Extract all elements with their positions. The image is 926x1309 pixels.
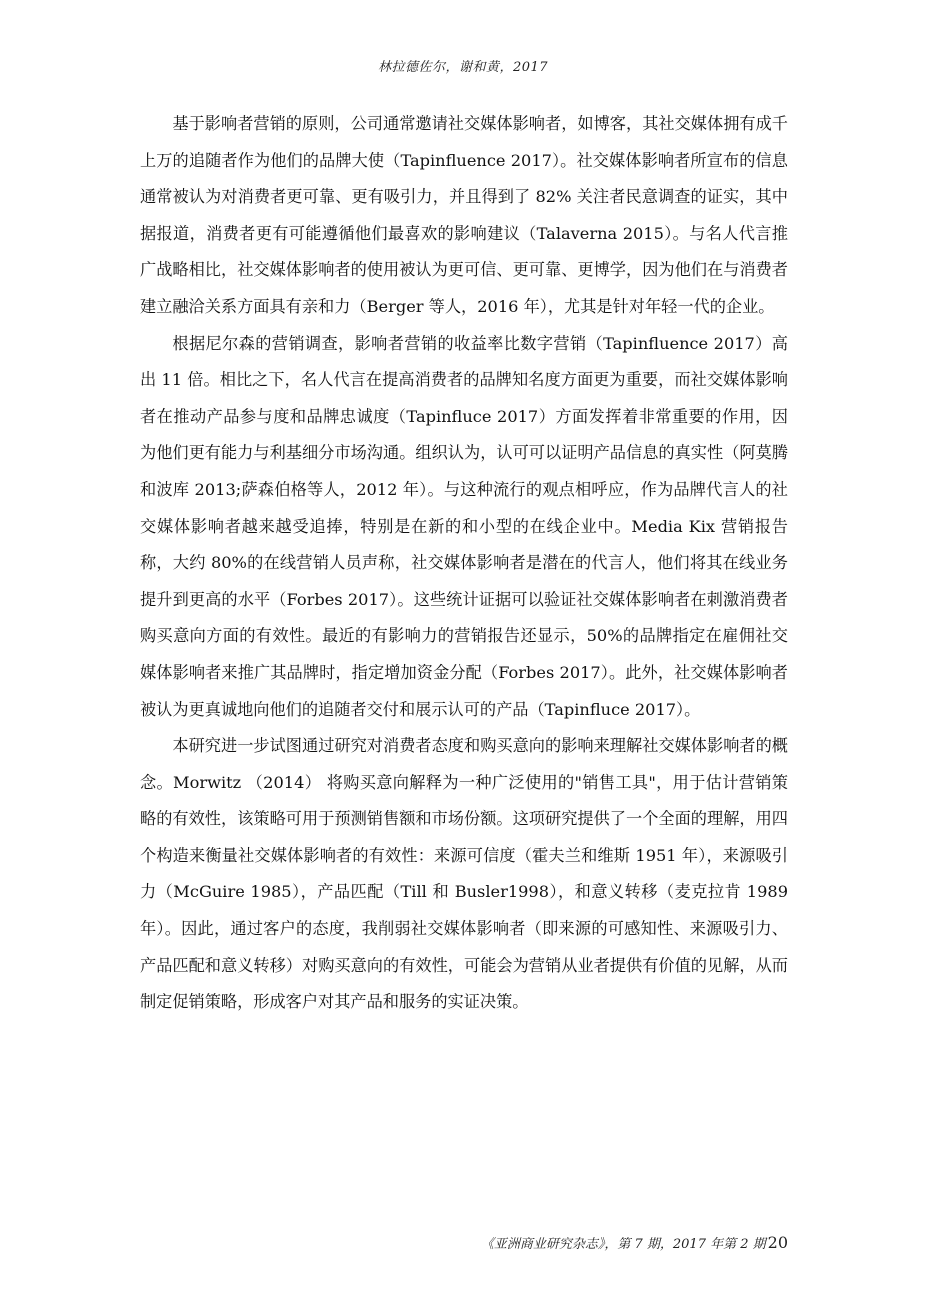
journal-citation: 《亚洲商业研究杂志》，第 7 期，2017 年第 2 期	[480, 1237, 766, 1252]
paragraph-1: 基于影响者营销的原则，公司通常邀请社交媒体影响者，如博客，其社交媒体拥有成千上万的追随者作为他们的品牌大使（Tapinfluence 2017）。社交媒体影响者所宣布的信息通常被认为对消费者更可靠、更有吸引力，并且得到了 82% 关注者民意调查的证实，其中据报道，消费者更有可能遵循他们最喜欢的影响建议（Talaverna 2015）。与名人代言推广战略相比，社交媒体影响者的使用被认为更可信、更可靠、更博学，因为他们在与消费者建立融洽关系方面具有亲和力（Berger 等人，2016 年），尤其是针对年轻一代的企业。	[140, 114, 788, 316]
page-number: 20	[767, 1233, 788, 1252]
body-text	[140, 106, 788, 1021]
paragraph-2: 根据尼尔森的营销调查，影响者营销的收益率比数字营销（Tapinfluence 2017）高出 11 倍。相比之下，名人代言在提高消费者的品牌知名度方面更为重要，而社交媒体影响者在推动产品参与度和品牌忠诚度（Tapinfluce 2017）方面发挥着非常重要的作用，因为他们更有能力与利基细分市场沟通。组织认为，认可可以证明产品信息的真实性（阿莫腾和波库 2013;萨森伯格等人，2012 年）。与这种流行的观点相呼应，作为品牌代言人的社交媒体影响者越来越受追捧，特别是在新的和小型的在线企业中。Media Kix 营销报告称，大约 80%的在线营销人员声称，社交媒体影响者是潜在的代言人，他们将其在线业务提升到更高的水平（Forbes 2017）。这些统计证据可以验证社交媒体影响者在刺激消费者购买意向方面的有效性。最近的有影响力的营销报告还显示，50%的品牌指定在雇佣社交媒体影响者来推广其品牌时，指定增加资金分配（Forbes 2017）。此外，社交媒体影响者被认为更真诚地向他们的追随者交付和展示认可的产品（Tapinfluce 2017）。	[140, 333, 788, 719]
page-footer	[481, 1233, 788, 1252]
paragraph-3: 本研究进一步试图通过研究对消费者态度和购买意向的影响来理解社交媒体影响者的概念。Morwitz （2014） 将购买意向解释为一种广泛使用的"销售工具"，用于估计营销策略的有效性，该策略可用于预测销售额和市场份额。这项研究提供了一个全面的理解，用四个构造来衡量社交媒体影响者的有效性：来源可信度（霍夫兰和维斯 1951 年），来源吸引力（McGuire 1985），产品匹配（Till 和 Busler1998），和意义转移（麦克拉肯 1989 年）。因此，通过客户的态度，我削弱社交媒体影响者（即来源的可感知性、来源吸引力、产品匹配和意义转移）对购买意向的有效性，可能会为营销从业者提供有价值的见解，从而制定促销策略，形成客户对其产品和服务的实证决策。	[140, 736, 788, 1012]
running-head: 林拉德佐尔，谢和黄，2017	[377, 60, 549, 75]
